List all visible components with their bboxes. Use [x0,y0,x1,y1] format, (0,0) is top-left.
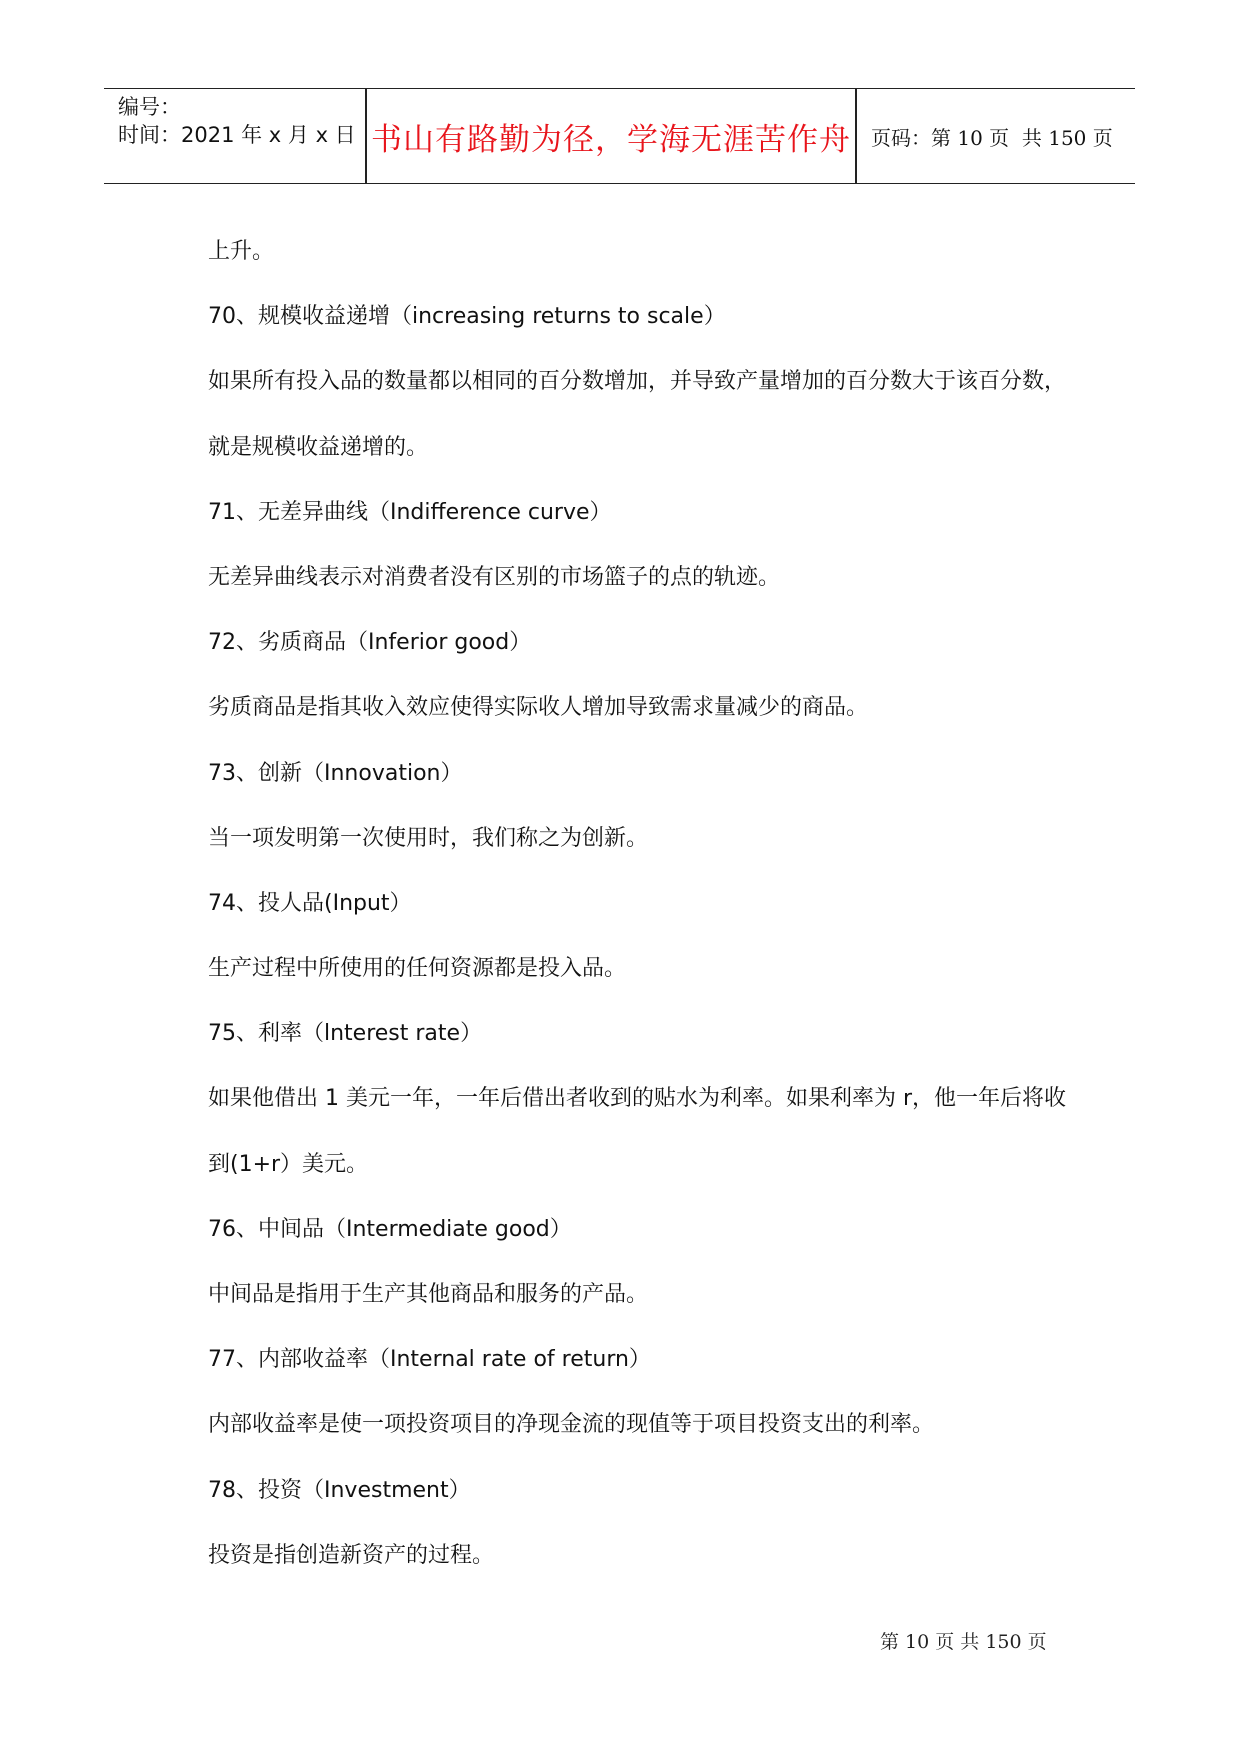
term-heading: 70、规模收益递增（increasing returns to scale） [208,304,726,330]
body-text-line: 劣质商品是指其收入效应使得实际收人增加导致需求量减少的商品。 [208,695,869,721]
body-text-line: 内部收益率是使一项投资项目的净现金流的现值等于项目投资支出的利率。 [208,1412,935,1438]
body-text-line: 上升。 [208,239,275,264]
term-heading: 77、内部收益率（Internal rate of return） [208,1347,651,1373]
term-heading: 72、劣质商品（Inferior good） [208,630,532,656]
header-page-info: 页码：第 10 页 共 150 页 [871,125,1113,150]
body-text-line: 如果他借出 1 美元一年，一年后借出者收到的贴水为利率。如果利率为 r，他一年后将收 [208,1086,1067,1112]
header-divider [855,89,857,183]
body-text-line: 无差异曲线表示对消费者没有区别的市场篮子的点的轨迹。 [208,564,781,590]
document-number-label: 编号： [118,95,181,119]
term-heading: 74、投人品(Input） [208,890,412,916]
header-motto: 书山有路勤为径，学海无涯苦作舟 [371,121,851,158]
header-meta [118,93,356,149]
term-heading: 73、创新（Innovation） [208,760,463,786]
body-text-line: 生产过程中所使用的任何资源都是投入品。 [208,956,627,982]
body-text-line: 到(1+r）美元。 [208,1151,369,1177]
document-time-label: 时间：2021 年 x 月 x 日 [118,123,356,147]
document-header [104,88,1135,184]
body-text-line: 就是规模收益递增的。 [208,434,429,460]
body-text-line: 如果所有投入品的数量都以相同的百分数增加，并导致产量增加的百分数大于该百分数， [208,369,1067,395]
body-text-line: 当一项发明第一次使用时，我们称之为创新。 [208,825,649,851]
term-heading: 71、无差异曲线（Indifference curve） [208,499,612,525]
page-footer: 第 10 页 共 150 页 [880,1631,1047,1653]
document-body [208,219,1088,1588]
body-text-line: 中间品是指用于生产其他商品和服务的产品。 [208,1282,649,1307]
term-heading: 76、中间品（Intermediate good） [208,1216,572,1242]
body-text-line: 投资是指创造新资产的过程。 [208,1542,495,1568]
term-heading: 78、投资（Investment） [208,1477,471,1503]
term-heading: 75、利率（lnterest rate） [208,1021,483,1047]
